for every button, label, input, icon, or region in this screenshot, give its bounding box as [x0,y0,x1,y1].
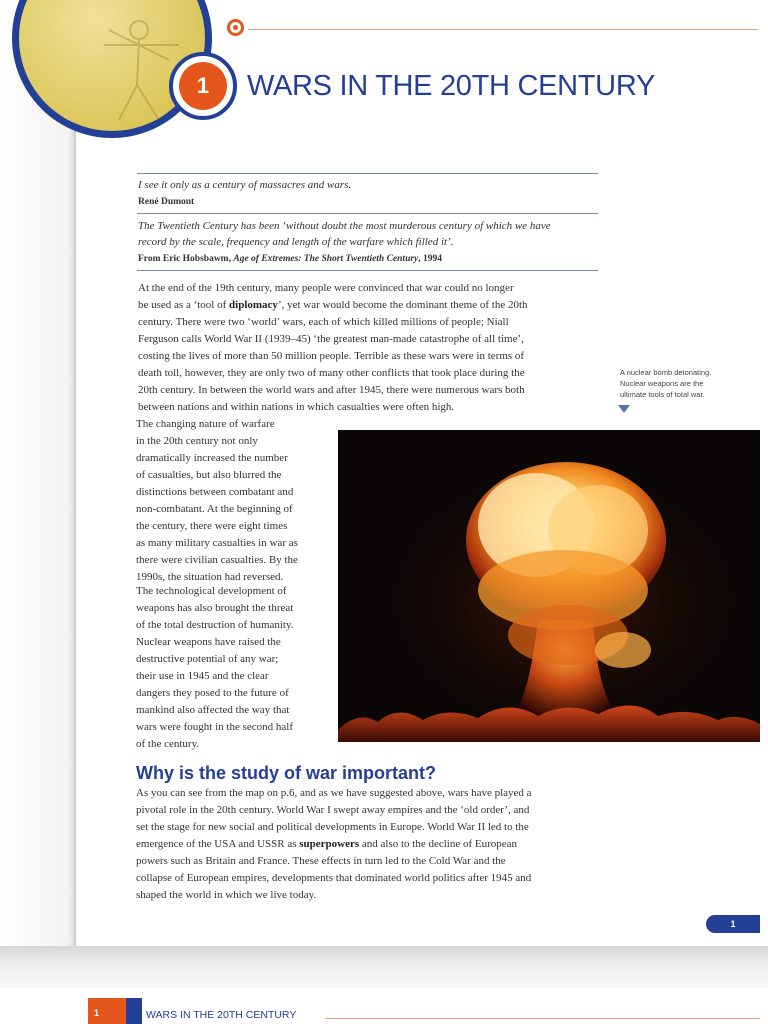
next-page-running-header: WARS IN THE 20TH CENTURY [146,1009,297,1021]
section-paragraph: As you can see from the map on p.6, and as we have suggested above, wars have played a pivotal role in the 20th century. World War I swept away empires and the ‘old order’, and set the stage for new social and political developments in Europe. World War II led to the emergence of the USA and USSR as superpowers and also to the decline of European powers such as Britain and France. These effects in turn led to the Cold War and the collapse of European empires, developments that dominated world politics after 1945 and shaped the world in which we live today. [136,787,532,901]
photo-caption: A nuclear bomb detonating. Nuclear weapons are the ultimate tools of total war. [620,368,712,399]
quote-divider [137,173,598,174]
chapter-number: 1 [179,62,227,110]
quote-divider [137,270,598,271]
nuclear-explosion-photo [338,430,760,742]
header-rule [248,29,758,30]
section-heading: Why is the study of war important? [136,763,437,783]
quote-divider [137,213,598,214]
next-page-chapter-badge: 1 [88,998,140,1024]
glossary-term: diplomacy [229,299,278,311]
chapter-badge [74,0,244,150]
column-paragraph: The changing nature of warfare in the 20th century not only dramatically increased the number of casualties, but also blurred the distinctions between combatant and non-combatant. At the beginning of the century, there were eight times as many military casualties in war as there were civilian casualties. By the 1990s, the situation had reversed. [136,418,298,583]
next-page-header-rule [325,1018,760,1019]
page-gutter [0,0,74,946]
quote-text: record by the scale, frequency and length of the warfare which filled it’. [138,236,454,248]
page-number: 1 [706,915,760,933]
caption-pointer-icon [618,405,630,413]
decorative-dot-icon [227,19,244,36]
column-paragraph: The technological development of weapons has also brought the threat of the total destruction of humanity. Nuclear weapons have raised the destructive potential of any war; their use in 1945 and the clear dangers they posed to the future of mankind also affected the way that wars were fought in the second half of the century. [136,585,294,750]
quote-source: From Eric Hobsbawm, Age of Extremes: The Short Twentieth Century, 1994 [138,254,443,264]
intro-paragraph: At the end of the 19th century, many people were convinced that war could no longer be used as a ‘tool of diplomacy’, yet war would become the dominant theme of the 20th century. There were two ‘world’ wars, each of which killed millions of people; Niall Ferguson calls World War II (1939–45) ‘the greatest man-made catastrophe of all time’, costing the lives of more than 50 million people. Terrible as these wars were in terms of death toll, however, they are only two of many other conflicts that took place during the 20th century. In between the world wars and after 1945, there were numerous wars both between nations and within nations in which casualties were often high. [138,282,528,413]
quote-source: René Dumont [138,197,195,207]
chapter-title: WARS IN THE 20TH CENTURY [247,70,655,102]
quote-text: I see it only as a century of massacres and wars. [138,179,352,191]
page-edge-shadow [0,946,768,988]
quote-text: The Twentieth Century has been ‘without doubt the most murderous century of which we have [138,220,551,232]
glossary-term: superpowers [299,838,360,850]
